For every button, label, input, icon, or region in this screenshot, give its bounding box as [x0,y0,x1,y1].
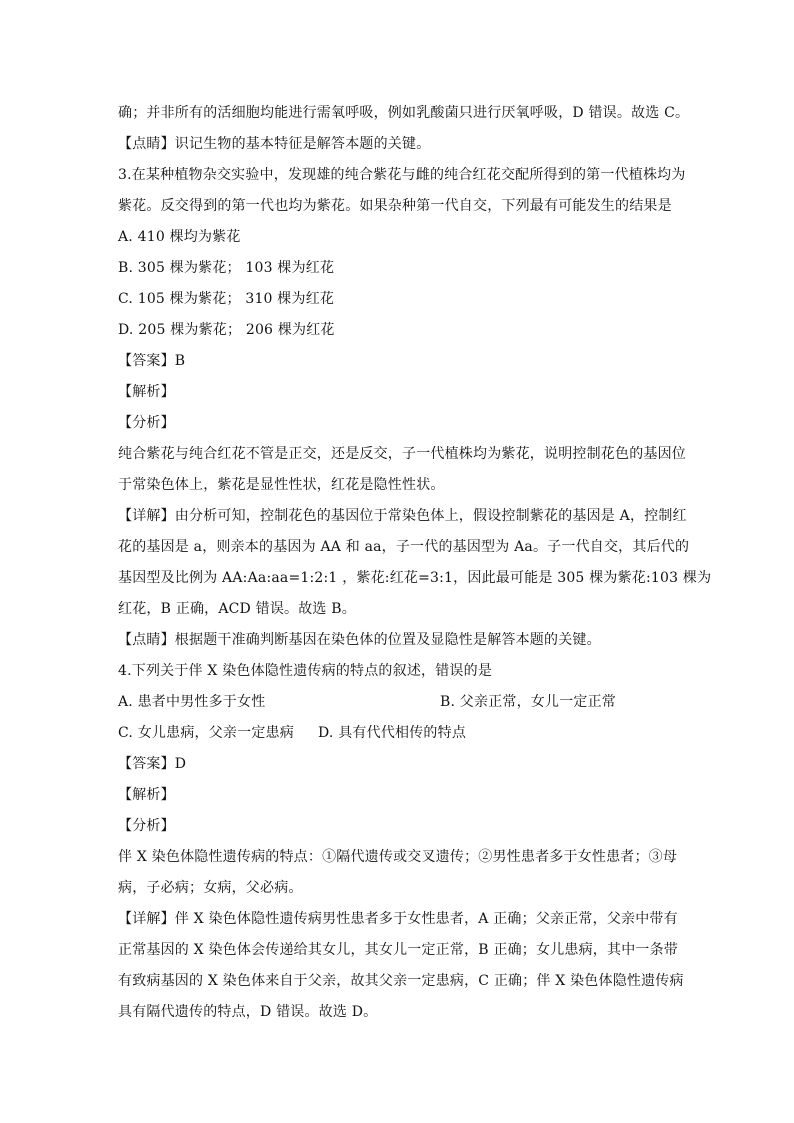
text-line: 确；并非所有的活细胞均能进行需氧呼吸，例如乳酸菌只进行厌氧呼吸，D 错误。故选 C。 [118,105,690,121]
option-c: C. 女儿患病，父亲一定患病 [118,725,294,741]
fenxi-label: 【分析】 [118,818,175,834]
text-line: 正常基因的 X 染色体会传递给其女儿，其女儿一定正常，B 正确；女儿患病，其中一条带 [118,942,679,958]
analysis-label: 【解析】 [118,787,175,803]
answer-label: 【答案】B [118,353,186,369]
text-line: 【点睛】根据题干准确判断基因在染色体的位置及显隐性是解答本题的关键。 [118,632,601,648]
option-row-cd [118,723,678,743]
option-a: A. 410 棵均为紫花 [118,229,241,245]
text-line: 红花，B 正确，ACD 错误。故选 B。 [118,601,356,617]
answer-label: 【答案】D [118,756,187,772]
option-row-ab [118,692,678,712]
text-line: 【详解】伴 X 染色体隐性遗传病男性患者多于女性患者，A 正确；父亲正常，父亲中带有 [118,911,678,927]
option-d: D. 具有代代相传的特点 [318,725,467,741]
text-line: 有致病基因的 X 染色体来自于父亲，故其父亲一定患病，C 正确；伴 X 染色体隐性遗传病 [118,973,684,989]
question-3-stem: 紫花。反交得到的第一代也均为紫花。如果杂种第一代自交，下列最有可能发生的结果是 [118,198,672,214]
text-line: 【详解】由分析可知，控制花色的基因位于常染色体上，假设控制紫花的基因是 A，控制红 [118,508,687,524]
option-d: D. 205 棵为紫花； 206 棵为红花 [118,322,335,338]
option-a: A. 患者中男性多于女性 [118,694,266,710]
option-b: B. 305 棵为紫花； 103 棵为红花 [118,260,335,276]
option-b: B. 父亲正常，女儿一定正常 [440,694,616,710]
analysis-label: 【解析】 [118,384,175,400]
text-line: 基因型及比例为 AA:Aa:aa=1:2:1 ，紫花:红花=3:1，因此最可能是 305 棵为紫花:103 棵为 [118,570,712,586]
text-line: 伴 X 染色体隐性遗传病的特点：①隔代遗传或交叉遗传；②男性患者多于女性患者；③母 [118,849,678,865]
fenxi-label: 【分析】 [118,415,175,431]
text-line: 具有隔代遗传的特点，D 错误。故选 D。 [118,1004,378,1020]
text-line: 病，子必病；女病，父必病。 [118,880,303,896]
text-line: 花的基因是 a，则亲本的基因为 AA 和 aa，子一代的基因型为 Aa。子一代自交，其后代的 [118,539,690,555]
text-line: 【点睛】识记生物的基本特征是解答本题的关键。 [118,136,431,152]
text-line: 于常染色体上，紫花是显性性状，红花是隐性性状。 [118,477,445,493]
option-c: C. 105 棵为紫花； 310 棵为红花 [118,291,335,307]
question-3-stem: 3.在某种植物杂交实验中，发现雄的纯合紫花与雌的纯合红花交配所得到的第一代植株均为 [118,167,686,183]
question-4-stem: 4.下列关于伴 X 染色体隐性遗传病的特点的叙述，错误的是 [118,663,493,679]
text-line: 纯合紫花与纯合红花不管是正交，还是反交，子一代植株均为紫花，说明控制花色的基因位 [118,446,686,462]
